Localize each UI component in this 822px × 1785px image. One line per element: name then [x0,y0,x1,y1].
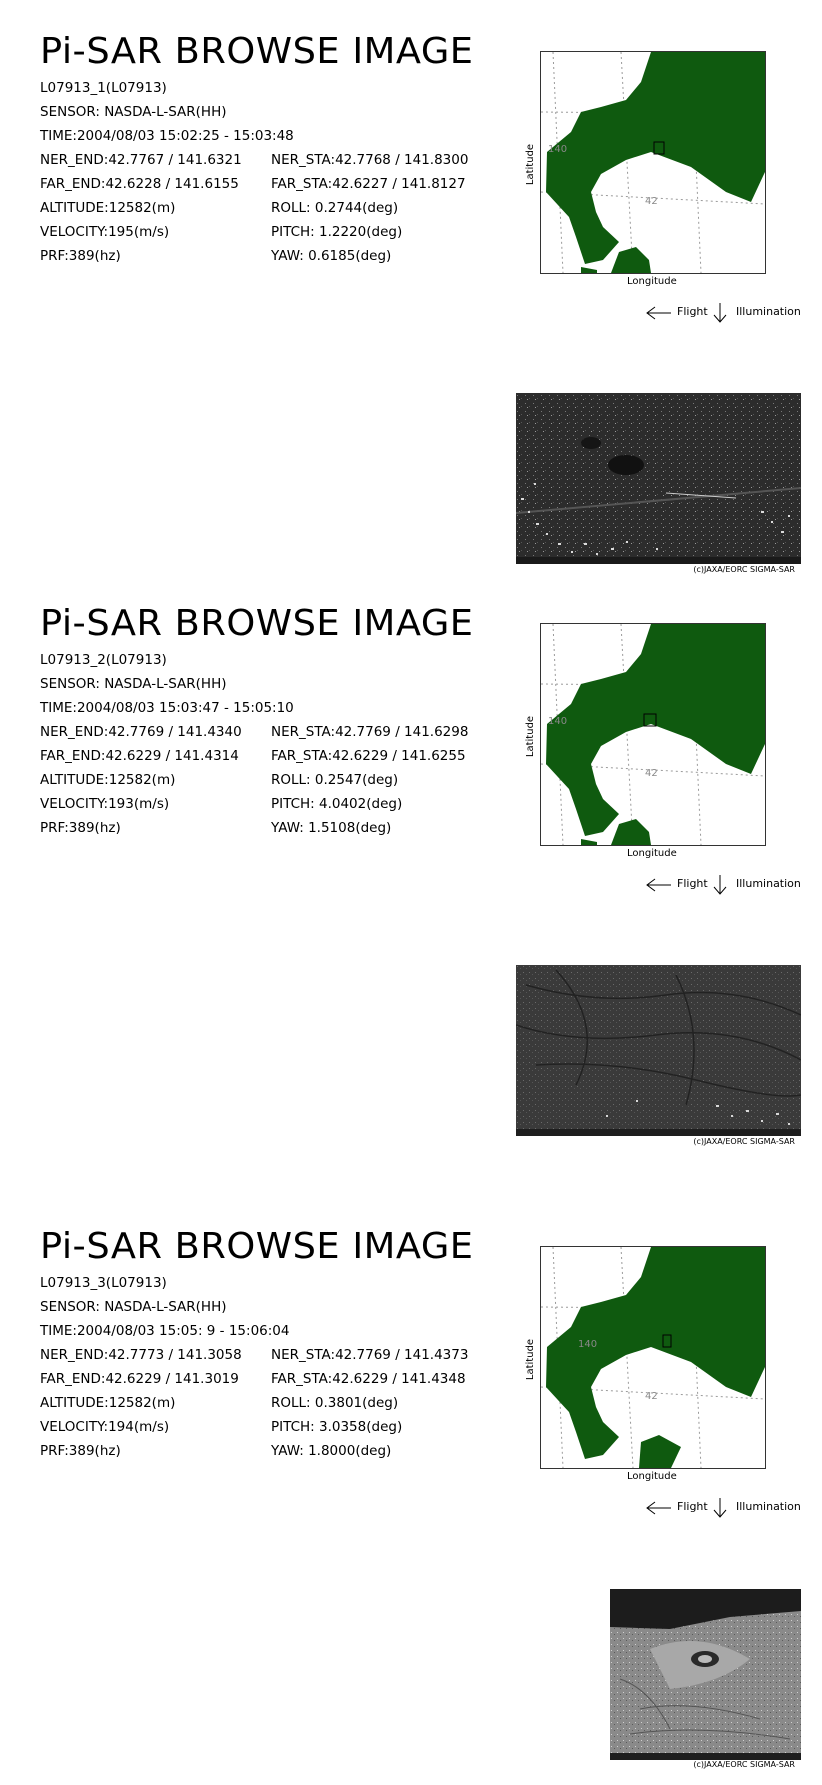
velocity-field: VELOCITY:194(m/s) [40,1419,170,1435]
map-graphic [541,52,765,273]
illumination-arrow-icon [713,875,727,895]
map-tick-42: 42 [645,1391,658,1402]
pitch-field: PITCH: 4.0402(deg) [271,796,403,812]
far-end-field: FAR_END:42.6229 / 141.3019 [40,1371,239,1387]
longitude-axis-label: Longitude [627,1471,677,1482]
far-sta-field: FAR_STA:42.6227 / 141.8127 [271,176,466,192]
map-tick-140: 140 [548,144,568,155]
time-field: TIME:2004/08/03 15:03:47 - 15:05:10 [40,700,294,716]
page-title: Pi-SAR BROWSE IMAGE [40,1226,474,1267]
browse-section-2 [0,604,822,1144]
pitch-field: PITCH: 1.2220(deg) [271,224,403,240]
illumination-arrow-icon [713,1498,727,1518]
page-title: Pi-SAR BROWSE IMAGE [40,603,474,644]
ner-sta-field: NER_STA:42.7769 / 141.4373 [271,1347,469,1363]
copyright-credit: (c)JAXA/EORC SIGMA-SAR [693,1137,795,1146]
illumination-label: Illumination [736,877,801,890]
sensor-field: SENSOR: NASDA-L-SAR(HH) [40,1299,227,1315]
altitude-field: ALTITUDE:12582(m) [40,200,176,216]
roll-field: ROLL: 0.2744(deg) [271,200,399,216]
illumination-label: Illumination [736,1500,801,1513]
velocity-field: VELOCITY:193(m/s) [40,796,170,812]
map-graphic [541,1247,765,1468]
far-sta-field: FAR_STA:42.6229 / 141.6255 [271,748,466,764]
time-field: TIME:2004/08/03 15:05: 9 - 15:06:04 [40,1323,290,1339]
ner-end-field: NER_END:42.7773 / 141.3058 [40,1347,242,1363]
illumination-label: Illumination [736,305,801,318]
sar-browse-image [516,965,801,1136]
flight-label: Flight [677,305,708,318]
map-tick-42: 42 [645,196,658,207]
page-title: Pi-SAR BROWSE IMAGE [40,31,474,72]
altitude-field: ALTITUDE:12582(m) [40,772,176,788]
ner-end-field: NER_END:42.7769 / 141.4340 [40,724,242,740]
flight-label: Flight [677,877,708,890]
browse-section-1 [0,32,822,572]
prf-field: PRF:389(hz) [40,248,121,264]
illumination-arrow-icon [713,303,727,323]
flight-arrow-icon [645,877,671,893]
ner-sta-field: NER_STA:42.7769 / 141.6298 [271,724,469,740]
ner-sta-field: NER_STA:42.7768 / 141.8300 [271,152,469,168]
prf-field: PRF:389(hz) [40,1443,121,1459]
browse-section-3 [0,1227,822,1785]
far-end-field: FAR_END:42.6228 / 141.6155 [40,176,239,192]
location-map [540,1246,766,1469]
latitude-axis-label: Latitude [525,715,537,758]
prf-field: PRF:389(hz) [40,820,121,836]
pitch-field: PITCH: 3.0358(deg) [271,1419,403,1435]
latitude-axis-label: Latitude [525,1338,537,1381]
flight-label: Flight [677,1500,708,1513]
roll-field: ROLL: 0.3801(deg) [271,1395,399,1411]
copyright-credit: (c)JAXA/EORC SIGMA-SAR [693,565,795,574]
altitude-field: ALTITUDE:12582(m) [40,1395,176,1411]
ner-end-field: NER_END:42.7767 / 141.6321 [40,152,242,168]
scene-id: L07913_1(L07913) [40,80,167,96]
sar-browse-image [610,1589,801,1760]
far-end-field: FAR_END:42.6229 / 141.4314 [40,748,239,764]
flight-arrow-icon [645,305,671,321]
yaw-field: YAW: 1.8000(deg) [271,1443,392,1459]
map-tick-42: 42 [645,768,658,779]
time-field: TIME:2004/08/03 15:02:25 - 15:03:48 [40,128,294,144]
copyright-credit: (c)JAXA/EORC SIGMA-SAR [693,1760,795,1769]
longitude-axis-label: Longitude [627,848,677,859]
yaw-field: YAW: 1.5108(deg) [271,820,392,836]
roll-field: ROLL: 0.2547(deg) [271,772,399,788]
latitude-axis-label: Latitude [525,143,537,186]
map-tick-140: 140 [548,716,568,727]
longitude-axis-label: Longitude [627,276,677,287]
yaw-field: YAW: 0.6185(deg) [271,248,392,264]
sensor-field: SENSOR: NASDA-L-SAR(HH) [40,676,227,692]
location-map [540,51,766,274]
flight-arrow-icon [645,1500,671,1516]
sar-browse-image [516,393,801,564]
velocity-field: VELOCITY:195(m/s) [40,224,170,240]
far-sta-field: FAR_STA:42.6229 / 141.4348 [271,1371,466,1387]
map-tick-140: 140 [578,1339,598,1350]
sensor-field: SENSOR: NASDA-L-SAR(HH) [40,104,227,120]
scene-id: L07913_2(L07913) [40,652,167,668]
map-graphic [541,624,765,845]
scene-id: L07913_3(L07913) [40,1275,167,1291]
location-map [540,623,766,846]
